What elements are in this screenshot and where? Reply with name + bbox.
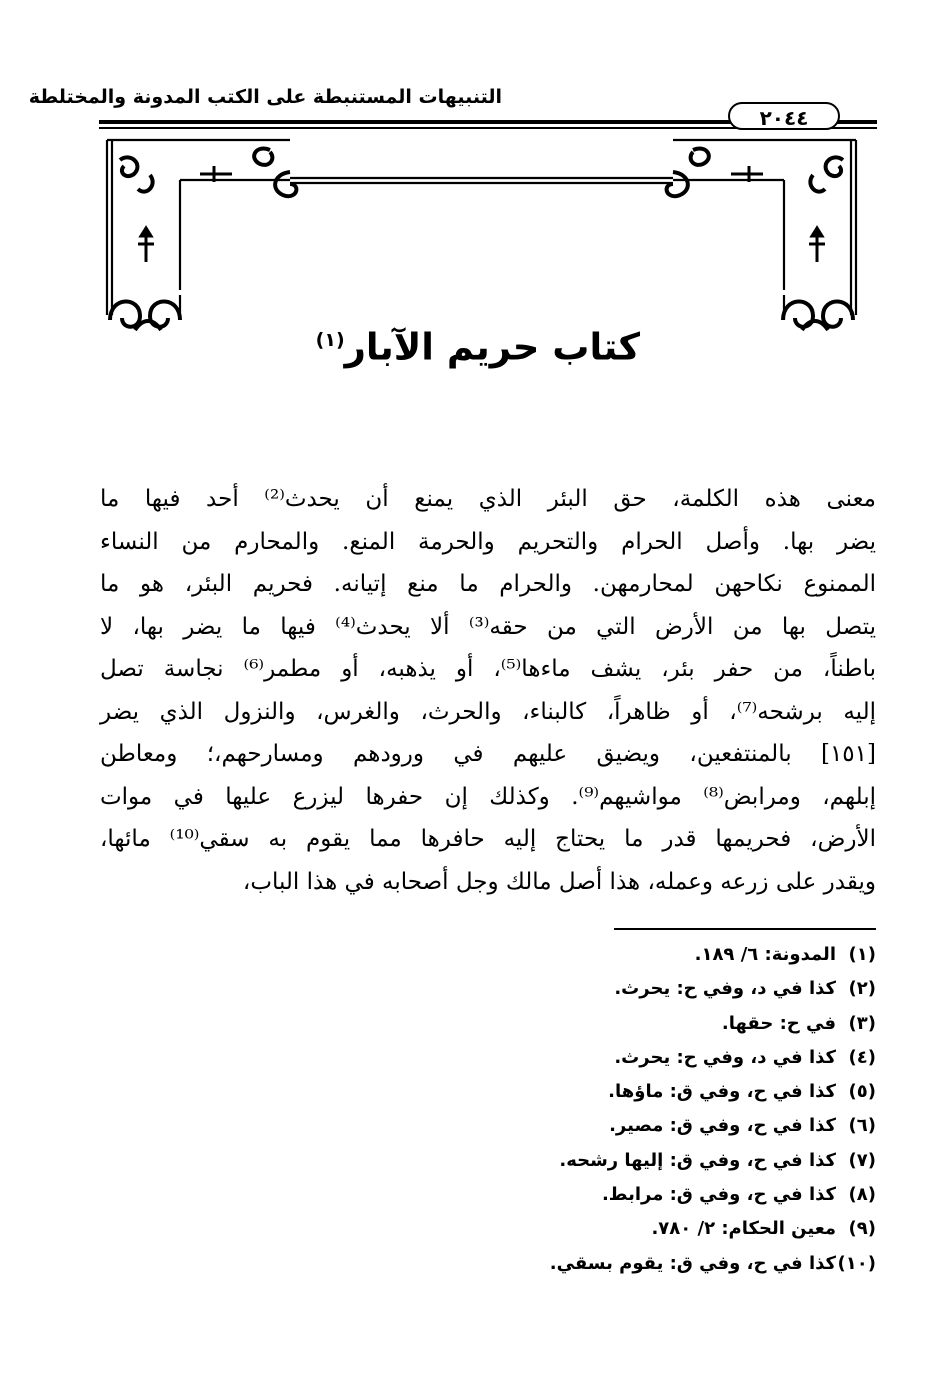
footnote-item xyxy=(400,1075,876,1109)
footnote-text: في ح: حقها. xyxy=(721,1012,836,1034)
body-line: [١٥١] بالمنتفعين، ويضيق عليهم في ورودهم ومسارحهم،؛ ومعاطن xyxy=(100,741,876,767)
body-line: إليه برشحه⁽⁷⁾، أو ظاهراً، كالبناء، والحرث، والغرس، والنزول الذي يضر xyxy=(100,698,877,725)
chapter-title-text: كتاب حريم الآبار xyxy=(344,325,640,369)
footnotes-list xyxy=(400,938,876,1281)
chapter-title xyxy=(315,310,640,370)
footnote-number: (١٠) xyxy=(837,1252,876,1274)
footnote-number: (٥) xyxy=(848,1081,876,1103)
footnote-text: كذا في ح، وفي ق: مصير. xyxy=(609,1115,836,1137)
chapter-footnote-marker: (١) xyxy=(315,329,345,351)
fleur-ornament-icon xyxy=(110,149,853,330)
footnote-item xyxy=(400,1109,876,1143)
footnote-number: (٢) xyxy=(848,978,876,1000)
footnote-item xyxy=(400,1247,876,1281)
footnote-item xyxy=(400,938,876,972)
running-header-title: التنبيهات المستنبطة على الكتب المدونة والمختلطة xyxy=(28,86,502,108)
body-paragraph xyxy=(100,478,876,903)
footnote-text: معين الحكام: ٢/ ٧٨٠. xyxy=(651,1218,836,1240)
footnote-text: المدونة: ٦/ ١٨٩. xyxy=(694,944,836,965)
footnote-number: (٦) xyxy=(848,1115,876,1137)
footnote-text: كذا في ح، وفي ق: يقوم بسقي. xyxy=(549,1252,836,1274)
footnote-text: كذا في ح، وفي ق: مرابط. xyxy=(601,1184,836,1206)
body-line: إبلهم، ومرابض⁽⁸⁾ مواشيهم⁽⁹⁾. وكذلك إن حفرها ليزرع عليها في موات xyxy=(100,783,876,810)
footnote-number: (٧) xyxy=(848,1149,876,1171)
footnote-text: كذا في د، وفي ح: يحرث. xyxy=(614,1046,836,1068)
footnote-text: كذا في د، وفي ح: يحرث. xyxy=(614,978,836,1000)
body-line: الأرض، فحريمها قدر ما يحتاج إليه حافرها مما يقوم به سقي⁽¹⁰⁾ مائها، xyxy=(100,826,877,852)
footnote-item xyxy=(400,1144,876,1178)
footnote-number: (٤) xyxy=(848,1046,876,1068)
footnote-item xyxy=(400,1178,876,1212)
footnote-separator xyxy=(614,928,876,930)
footnote-item xyxy=(400,972,876,1006)
footnote-number: (٣) xyxy=(848,1012,876,1034)
footnote-text: كذا في ح، وفي ق: ماؤها. xyxy=(608,1081,836,1103)
body-line: معنى هذه الكلمة، حق البئر الذي يمنع أن يحدث⁽²⁾ أحد فيها ما xyxy=(100,486,877,512)
body-line: الممنوع نكاحهن لمحارمهن. والحرام ما منع إتيانه. فحريم البئر، هو ما xyxy=(100,571,876,597)
page-number: ٢٠٤٤ xyxy=(728,102,840,130)
footnote-number: (٨) xyxy=(848,1184,876,1206)
body-line: يتصل بها من الأرض التي من حقه⁽³⁾ ألا يحدث⁽⁴⁾ فيها ما يضر بها، لا xyxy=(100,613,876,640)
footnote-number: (٩) xyxy=(848,1218,876,1240)
footnote-item xyxy=(400,1212,876,1246)
footnote-number: (١) xyxy=(848,944,876,965)
footnote-text: كذا في ح، وفي ق: إليها رشحه. xyxy=(559,1149,836,1171)
body-line: ويقدر على زرعه وعمله، هذا أصل مالك وجل أصحابه في هذا الباب، xyxy=(242,868,876,895)
body-line: باطناً، من حفر بئر، يشف ماءها⁽⁵⁾، أو يذهبه، أو مطمر⁽⁶⁾ نجاسة تصل xyxy=(100,656,876,682)
footnote-item xyxy=(400,1007,876,1041)
footnote-item xyxy=(400,1041,876,1075)
body-line: يضر بها. وأصل الحرام والتحريم والحرمة المنع. والمحارم من النساء xyxy=(100,528,876,555)
